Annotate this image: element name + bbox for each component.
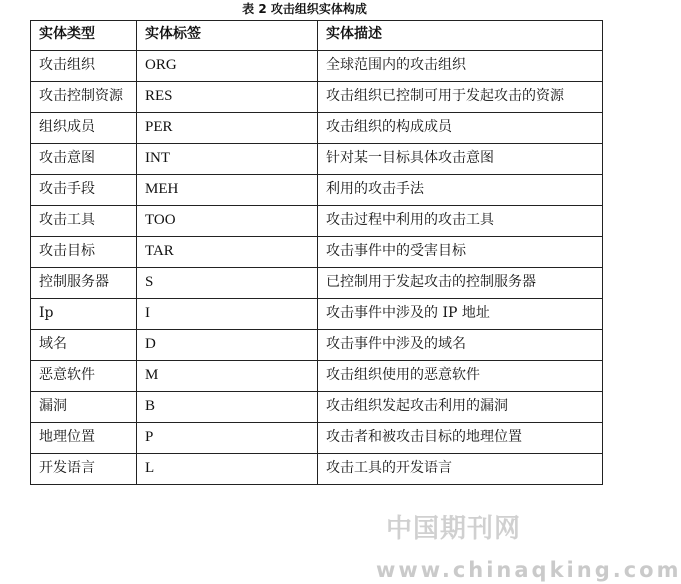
cell-entity-description: 攻击者和被攻击目标的地理位置 (318, 423, 603, 454)
cell-entity-tag: D (137, 330, 318, 361)
table-row (31, 206, 603, 237)
cell-entity-description: 攻击组织的构成成员 (318, 113, 603, 144)
cell-entity-tag: ORG (137, 51, 318, 82)
cell-entity-description: 攻击事件中涉及的 IP 地址 (318, 299, 603, 330)
cell-entity-description: 攻击工具的开发语言 (318, 454, 603, 485)
table-row (31, 175, 603, 206)
cell-entity-description: 全球范围内的攻击组织 (318, 51, 603, 82)
table-row (31, 299, 603, 330)
cell-entity-description: 攻击过程中利用的攻击工具 (318, 206, 603, 237)
entity-composition-table (30, 20, 603, 485)
table-row (31, 454, 603, 485)
cell-entity-type: 控制服务器 (31, 268, 137, 299)
cell-entity-type: 开发语言 (31, 454, 137, 485)
cell-entity-description: 攻击组织发起攻击利用的漏洞 (318, 392, 603, 423)
table-row (31, 268, 603, 299)
cell-entity-tag: RES (137, 82, 318, 113)
table-row (31, 237, 603, 268)
cell-entity-type: 恶意软件 (31, 361, 137, 392)
cell-entity-tag: PER (137, 113, 318, 144)
table-row (31, 82, 603, 113)
table-header (31, 21, 603, 51)
watermark-url: www.chinaqking.com (376, 558, 681, 582)
cell-entity-type: 地理位置 (31, 423, 137, 454)
table-row (31, 330, 603, 361)
cell-entity-type: 攻击意图 (31, 144, 137, 175)
table-row (31, 144, 603, 175)
header-entity-type: 实体类型 (31, 21, 137, 51)
cell-entity-description: 利用的攻击手法 (318, 175, 603, 206)
cell-entity-tag: M (137, 361, 318, 392)
cell-entity-type: 攻击组织 (31, 51, 137, 82)
cell-entity-description: 攻击组织使用的恶意软件 (318, 361, 603, 392)
cell-entity-type: 漏洞 (31, 392, 137, 423)
table-row (31, 392, 603, 423)
header-entity-description: 实体描述 (318, 21, 603, 51)
table-row (31, 423, 603, 454)
cell-entity-description: 攻击事件中涉及的域名 (318, 330, 603, 361)
cell-entity-type: 攻击手段 (31, 175, 137, 206)
header-entity-tag: 实体标签 (137, 21, 318, 51)
table-caption: 表 2 攻击组织实体构成 (242, 2, 367, 16)
cell-entity-tag: TAR (137, 237, 318, 268)
watermark-site-name: 中国期刊网 (386, 514, 522, 544)
cell-entity-tag: P (137, 423, 318, 454)
table-row (31, 361, 603, 392)
header-row (31, 21, 603, 51)
cell-entity-type: 域名 (31, 330, 137, 361)
cell-entity-type: Ip (31, 299, 137, 330)
cell-entity-description: 已控制用于发起攻击的控制服务器 (318, 268, 603, 299)
cell-entity-tag: MEH (137, 175, 318, 206)
cell-entity-type: 组织成员 (31, 113, 137, 144)
cell-entity-type: 攻击目标 (31, 237, 137, 268)
cell-entity-tag: I (137, 299, 318, 330)
cell-entity-type: 攻击控制资源 (31, 82, 137, 113)
cell-entity-description: 针对某一目标具体攻击意图 (318, 144, 603, 175)
table-row (31, 51, 603, 82)
cell-entity-tag: TOO (137, 206, 318, 237)
cell-entity-tag: S (137, 268, 318, 299)
cell-entity-tag: L (137, 454, 318, 485)
cell-entity-type: 攻击工具 (31, 206, 137, 237)
cell-entity-description: 攻击事件中的受害目标 (318, 237, 603, 268)
table-body (31, 51, 603, 485)
cell-entity-tag: INT (137, 144, 318, 175)
table-row (31, 113, 603, 144)
cell-entity-tag: B (137, 392, 318, 423)
cell-entity-description: 攻击组织已控制可用于发起攻击的资源 (318, 82, 603, 113)
